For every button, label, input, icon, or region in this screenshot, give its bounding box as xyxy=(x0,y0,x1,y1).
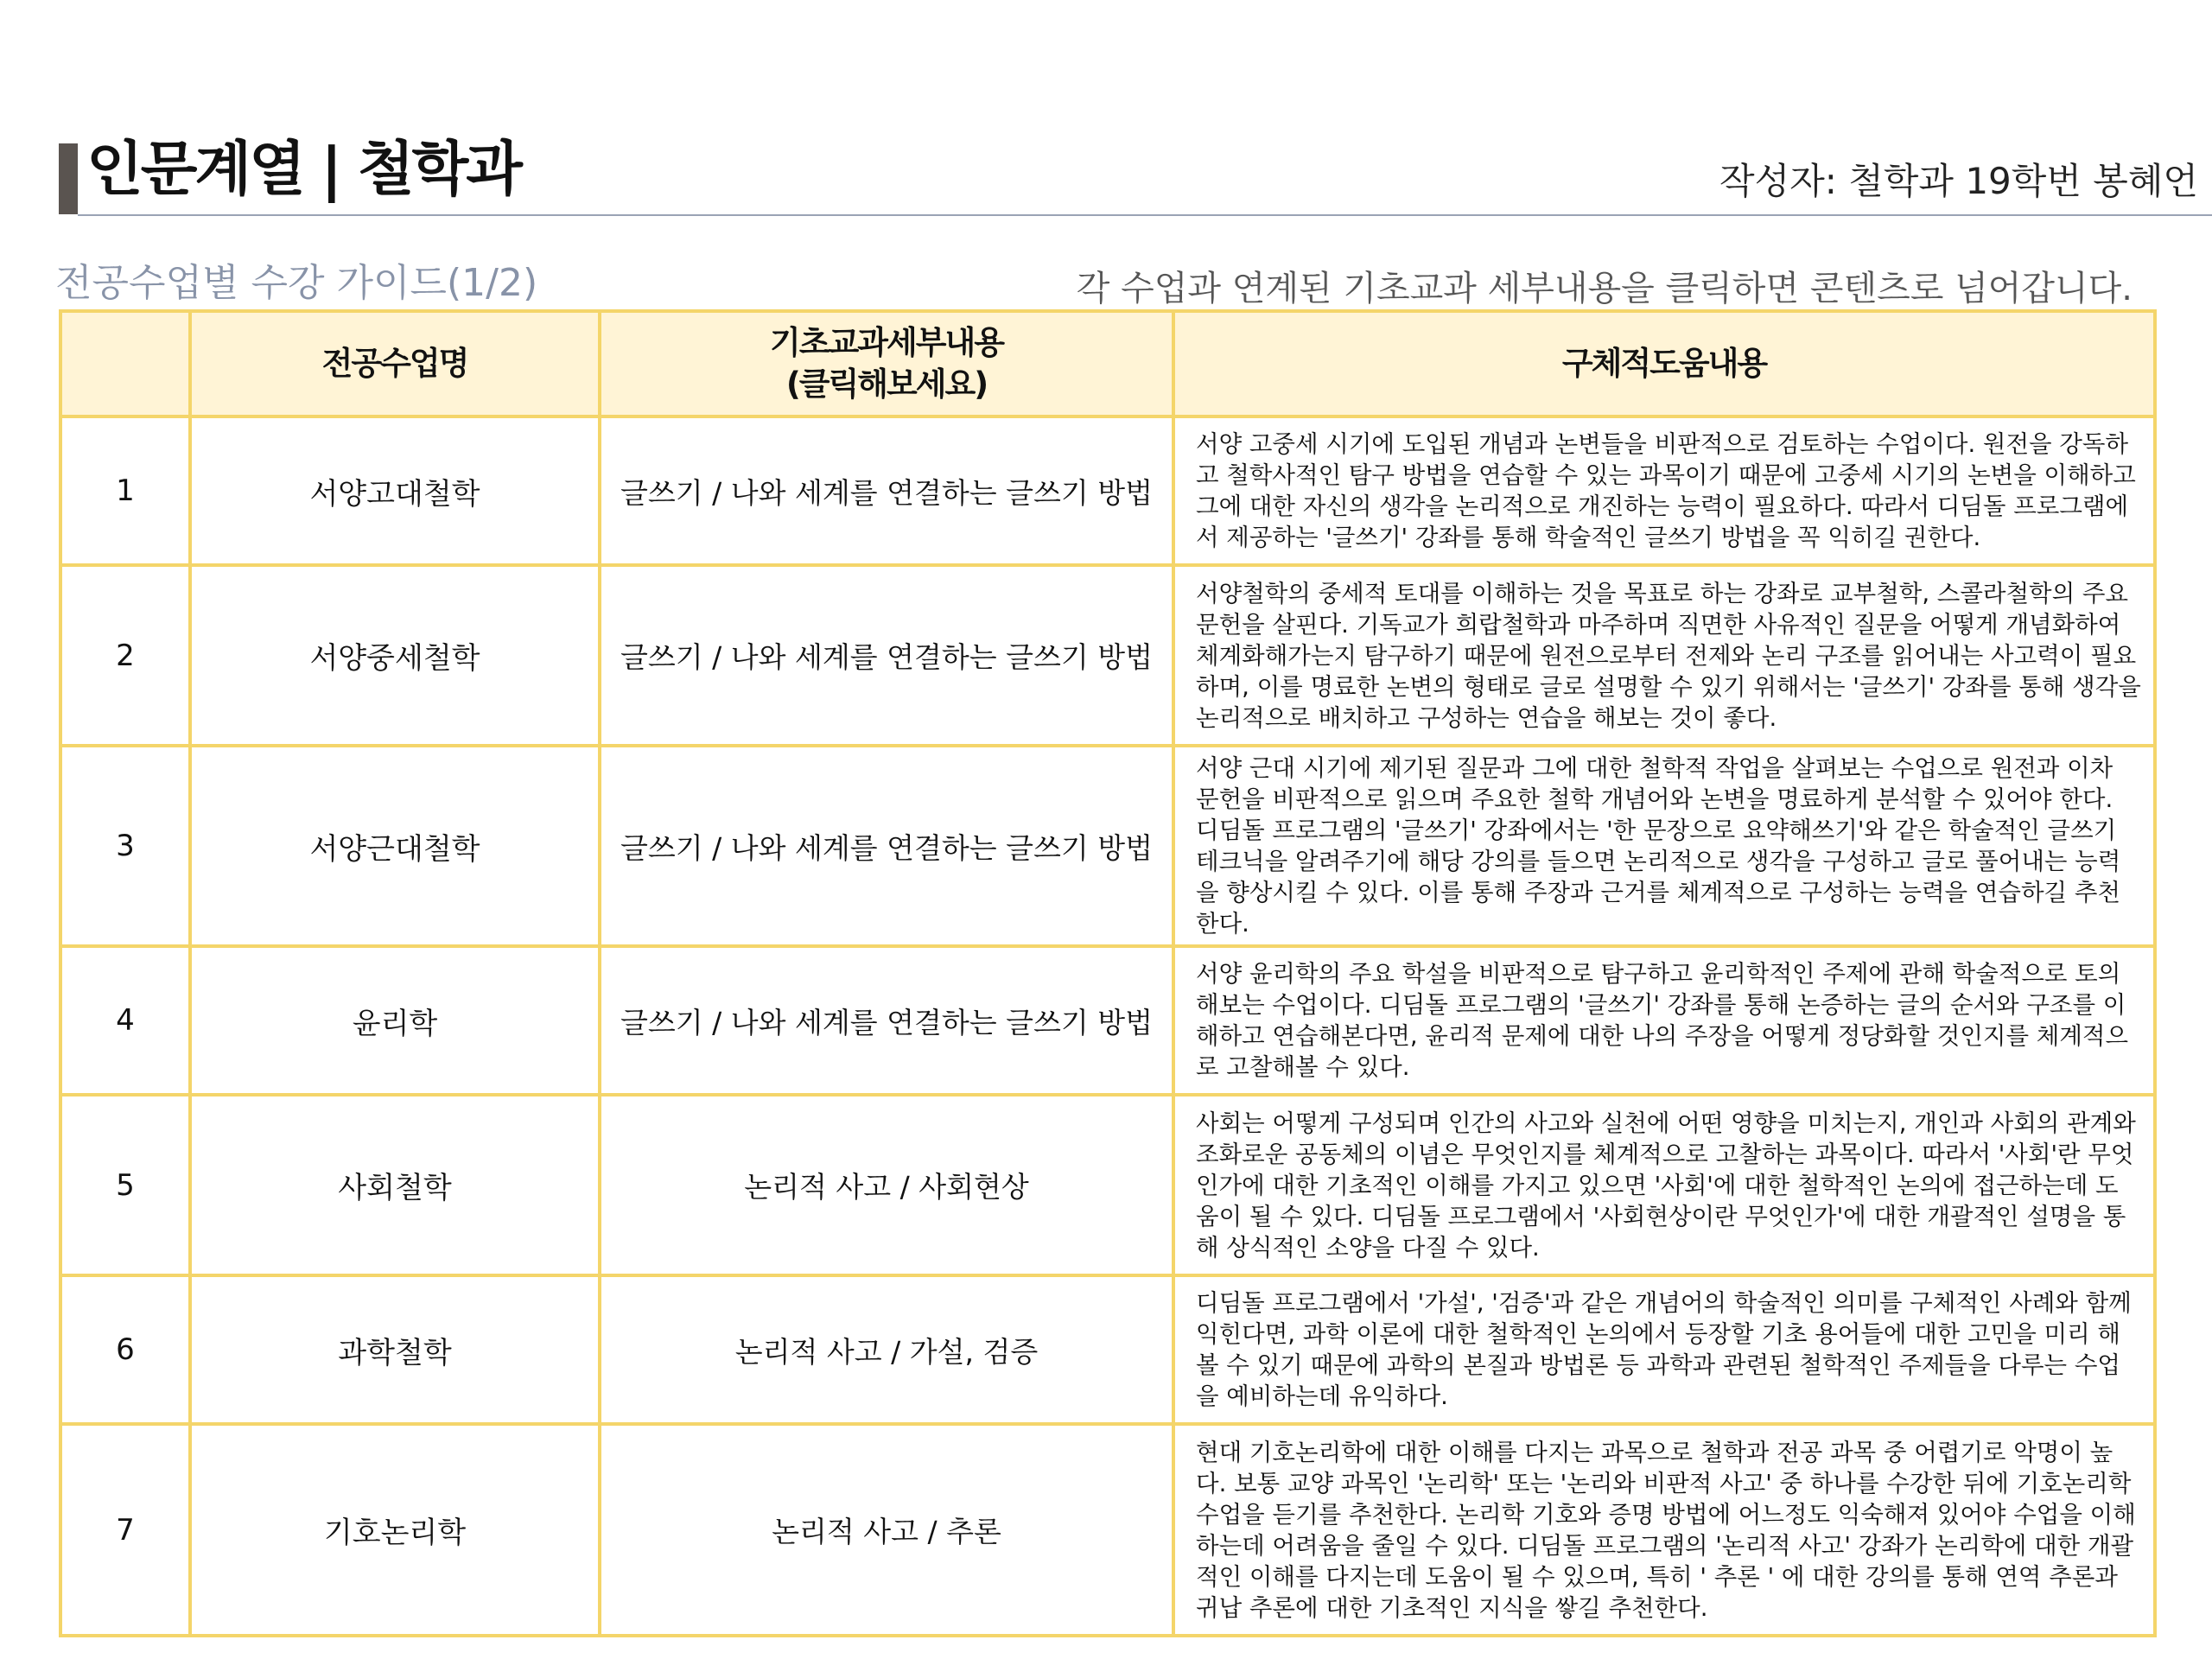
basic-course-link[interactable]: 논리적 사고 / 추론 xyxy=(600,1424,1173,1636)
course-name: 기호논리학 xyxy=(190,1424,600,1636)
row-number: 3 xyxy=(60,746,190,946)
basic-course-link[interactable]: 글쓰기 / 나와 세계를 연결하는 글쓰기 방법 xyxy=(600,416,1173,565)
table-row xyxy=(60,746,2155,946)
table-row xyxy=(60,946,2155,1095)
title-accent-bar xyxy=(59,143,78,214)
table-row xyxy=(60,1275,2155,1424)
detail-text: 현대 기호논리학에 대한 이해를 다지는 과목으로 철학과 전공 과목 중 어렵기로 악명이 높다. 보통 교양 과목인 '논리학' 또는 '논리와 비판적 사고' 중 하나를 수강한 뒤에 기호논리학 수업을 듣기를 추천한다. 논리학 기호와 증명 방법에 어느정도 익숙해져 있어야 수업을 이해하는데 어려움을 줄일 수 있다. 디딤돌 프로그램의 '논리적 사고' 강좌가 논리학에 대한 개괄적인 이해를 다지는데 도움이 될 수 있으며, 특히 ' 추론 ' 에 대한 강의를 통해 연역 추론과 귀납 추론에 대한 기초적인 지식을 쌓길 추천한다. xyxy=(1173,1424,2155,1636)
header-detail: 구체적도움내용 xyxy=(1173,311,2155,416)
table-row xyxy=(60,416,2155,565)
table-row xyxy=(60,1095,2155,1275)
row-number: 4 xyxy=(60,946,190,1095)
author-line: 작성자: 철학과 19학번 봉혜언 xyxy=(1719,160,2198,202)
table-row xyxy=(60,565,2155,746)
table-header-row xyxy=(60,311,2155,416)
header-basic-line1: 기초교과세부내용 xyxy=(770,324,1003,361)
course-name: 윤리학 xyxy=(190,946,600,1095)
page-title: 인문계열 | 철학과 xyxy=(86,136,521,204)
basic-course-link[interactable]: 글쓰기 / 나와 세계를 연결하는 글쓰기 방법 xyxy=(600,746,1173,946)
detail-text: 서양 근대 시기에 제기된 질문과 그에 대한 철학적 작업을 살펴보는 수업으로 원전과 이차 문헌을 비판적으로 읽으며 주요한 철학 개념어와 논변을 명료하게 분석할 수 있어야 한다. 디딤돌 프로그램의 '글쓰기' 강좌에서는 '한 문장으로 요약해쓰기'와 같은 학술적인 글쓰기 테크닉을 알려주기에 해당 강의를 들으면 논리적으로 생각을 구성하고 글로 풀어내는 능력을 향상시킬 수 있다. 이를 통해 주장과 근거를 체계적으로 구성하는 능력을 연습하길 추천한다. xyxy=(1173,746,2155,946)
course-name: 과학철학 xyxy=(190,1275,600,1424)
course-name: 서양근대철학 xyxy=(190,746,600,946)
header-num xyxy=(60,311,190,416)
row-number: 2 xyxy=(60,565,190,746)
row-number: 7 xyxy=(60,1424,190,1636)
row-number: 1 xyxy=(60,416,190,565)
table-row xyxy=(60,1424,2155,1636)
detail-text: 서양 윤리학의 주요 학설을 비판적으로 탐구하고 윤리학적인 주제에 관해 학술적으로 토의해보는 수업이다. 디딤돌 프로그램의 '글쓰기' 강좌를 통해 논증하는 글의 순서와 구조를 이해하고 연습해본다면, 윤리적 문제에 대한 나의 주장을 어떻게 정당화할 것인지를 체계적으로 고찰해볼 수 있다. xyxy=(1173,946,2155,1095)
row-number: 6 xyxy=(60,1275,190,1424)
header-course: 전공수업명 xyxy=(190,311,600,416)
basic-course-link[interactable]: 글쓰기 / 나와 세계를 연결하는 글쓰기 방법 xyxy=(600,565,1173,746)
basic-course-link[interactable]: 논리적 사고 / 가설, 검증 xyxy=(600,1275,1173,1424)
course-guide-table xyxy=(59,309,2157,1637)
basic-course-link[interactable]: 글쓰기 / 나와 세계를 연결하는 글쓰기 방법 xyxy=(600,946,1173,1095)
course-name: 서양중세철학 xyxy=(190,565,600,746)
detail-text: 서양 고중세 시기에 도입된 개념과 논변들을 비판적으로 검토하는 수업이다. 원전을 강독하고 철학사적인 탐구 방법을 연습할 수 있는 과목이기 때문에 고중세 시기의 논변을 이해하고 그에 대한 자신의 생각을 논리적으로 개진하는 능력이 필요하다. 따라서 디딤돌 프로그램에서 제공하는 '글쓰기' 강좌를 통해 학술적인 글쓰기 방법을 꼭 익히길 권한다. xyxy=(1173,416,2155,565)
header-divider xyxy=(78,214,2212,216)
header-basic xyxy=(600,311,1173,416)
course-name: 서양고대철학 xyxy=(190,416,600,565)
course-name: 사회철학 xyxy=(190,1095,600,1275)
detail-text: 서양철학의 중세적 토대를 이해하는 것을 목표로 하는 강좌로 교부철학, 스콜라철학의 주요 문헌을 살핀다. 기독교가 희랍철학과 마주하며 직면한 사유적인 질문을 어떻게 개념화하여 체계화해가는지 탐구하기 때문에 원전으로부터 전제와 논리 구조를 읽어내는 사고력이 필요하며, 이를 명료한 논변의 형태로 글로 설명할 수 있기 위해서는 '글쓰기' 강좌를 통해 생각을 논리적으로 배치하고 구성하는 연습을 해보는 것이 좋다. xyxy=(1173,565,2155,746)
detail-text: 사회는 어떻게 구성되며 인간의 사고와 실천에 어떤 영향을 미치는지, 개인과 사회의 관계와 조화로운 공동체의 이념은 무엇인지를 체계적으로 고찰하는 과목이다. 따라서 '사회'란 무엇인가에 대한 기초적인 이해를 가지고 있으면 '사회'에 대한 철학적인 논의에 접근하는데 도움이 될 수 있다. 디딤돌 프로그램에서 '사회현상이란 무엇인가'에 대한 개괄적인 설명을 통해 상식적인 소양을 다질 수 있다. xyxy=(1173,1095,2155,1275)
header-basic-line2: (클릭해보세요) xyxy=(785,365,988,403)
row-number: 5 xyxy=(60,1095,190,1275)
section-subtitle: 전공수업별 수강 가이드(1/2) xyxy=(55,261,538,305)
detail-text: 디딤돌 프로그램에서 '가설', '검증'과 같은 개념어의 학술적인 의미를 구체적인 사례와 함께 익힌다면, 과학 이론에 대한 철학적인 논의에서 등장할 기초 용어들에 대한 고민을 미리 해볼 수 있기 때문에 과학의 본질과 방법론 등 과학과 관련된 철학적인 주제들을 다루는 수업을 예비하는데 유익하다. xyxy=(1173,1275,2155,1424)
click-notice: 각 수업과 연계된 기초교과 세부내용을 클릭하면 콘텐츠로 넘어갑니다. xyxy=(1076,269,2133,308)
basic-course-link[interactable]: 논리적 사고 / 사회현상 xyxy=(600,1095,1173,1275)
